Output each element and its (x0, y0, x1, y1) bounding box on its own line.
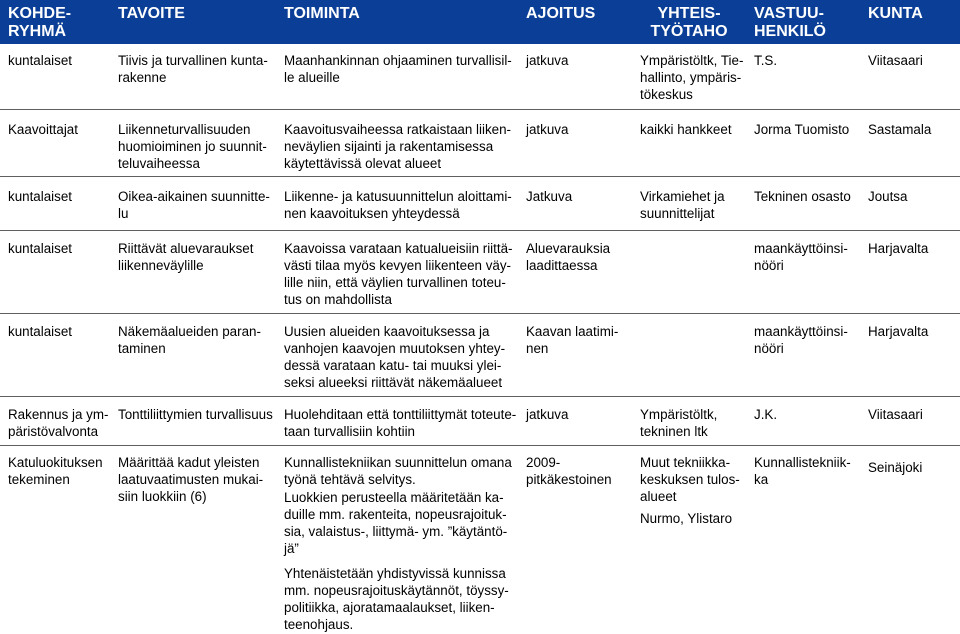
header-kunta: KUNTA (868, 5, 923, 22)
cell-yhteistyotaho: Ympäristöltk, Tie- hallinto, ympäris- tökeskus (640, 53, 744, 102)
cell-kohderyhma: kuntalaiset (8, 53, 73, 68)
cell-kohderyhma: Rakennus ja ym- päristövalvonta (8, 407, 109, 439)
cell-ajoitus: jatkuva (526, 122, 569, 137)
cell-kunta: Harjavalta (868, 241, 929, 256)
cell-ajoitus: 2009- pitkäkestoinen (526, 455, 612, 487)
row-divider (0, 445, 960, 446)
cell-yhteistyotaho: kaikki hankkeet (640, 122, 732, 137)
cell-kunta: Harjavalta (868, 324, 929, 339)
cell-yhteistyotaho: Virkamiehet ja suunnittelijat (640, 189, 725, 221)
cell-kohderyhma: kuntalaiset (8, 241, 73, 256)
cell-vastuuhenkilo: maankäyttöinsi- nööri (754, 241, 848, 273)
cell-toiminta: Kaavoitusvaiheessa ratkaistaan liiken- neväylien sijainti ja rakentamisessa käytettävissä olevat alueet (284, 122, 512, 171)
cell-vastuuhenkilo: maankäyttöinsi- nööri (754, 324, 848, 356)
header-yhteistyotaho: YHTEIS- TYÖTAHO (650, 5, 728, 40)
cell-kohderyhma: kuntalaiset (8, 324, 73, 339)
cell-kunta: Sastamala (868, 122, 932, 137)
cell-toiminta: Kunnallistekniikan suunnittelun omana työnä tehtävä selvitys. (284, 455, 512, 487)
cell-kohderyhma: Kaavoittajat (8, 122, 78, 137)
cell-toiminta: Kaavoissa varataan katualueisiin riittä- västi tilaa myös kevyen liikenteen väy- lille niin, että väylien turvallinen toteu- tus on mahdollista (284, 241, 513, 307)
row-divider (0, 176, 960, 177)
cell-vastuuhenkilo: J.K. (754, 407, 778, 422)
row-divider (0, 109, 960, 110)
cell-tavoite: Määrittää kadut yleisten laatuvaatimusten mukai- siin luokkiin (6) (118, 455, 264, 504)
cell-tavoite: Tonttiliittymien turvallisuus (118, 407, 273, 422)
cell-toiminta: Uusien alueiden kaavoituksessa ja vanhojen kaavojen muutoksen yhtey- dessä varataan katu- tai muuksi ylei- seksi alueeksi riittävät näkemäalueet (284, 324, 506, 390)
cell-yhteistyotaho: Muut tekniikka- keskuksen tulos- alueet (640, 455, 740, 504)
cell-kunta: Viitasaari (868, 407, 923, 422)
cell-kunta: Joutsa (868, 189, 908, 204)
cell-ajoitus: jatkuva (526, 53, 569, 68)
cell-kunta: Seinäjoki (868, 460, 923, 475)
cell-vastuuhenkilo: Tekninen osasto (754, 189, 851, 204)
cell-kunta: Viitasaari (868, 53, 923, 68)
header-kohderyhma: KOHDE- RYHMÄ (8, 5, 72, 40)
header-vastuuhenkilo: VASTUU- HENKILÖ (754, 5, 826, 40)
cell-vastuuhenkilo: T.S. (754, 53, 778, 68)
cell-yhteistyotaho: Ympäristöltk, tekninen ltk (640, 407, 718, 439)
header-toiminta: TOIMINTA (284, 5, 360, 22)
cell-ajoitus: Aluevarauksia laadittaessa (526, 241, 611, 273)
cell-yhteistyotaho-line-2: Nurmo, Ylistaro (640, 511, 733, 526)
row-divider (0, 313, 960, 314)
cell-tavoite: Liikenneturvallisuuden huomioiminen jo suunnit- teluvaiheessa (118, 122, 267, 171)
row-divider (0, 396, 960, 397)
header-tavoite: TAVOITE (118, 5, 185, 22)
cell-vastuuhenkilo: Kunnallistekniik- ka (754, 455, 851, 487)
cell-tavoite: Oikea-aikainen suunnitte- lu (118, 189, 270, 221)
cell-kohderyhma: Katuluokituksen tekeminen (8, 455, 103, 487)
cell-ajoitus: Kaavan laatimi- nen (526, 324, 619, 356)
cell-toiminta-paragraph-3: Yhtenäistetään yhdistyvissä kunnissa mm. nopeusrajoituskäytännöt, töyssy- politiikka, ajoratamaalaukset, liiken- teenohjaus. (284, 566, 509, 632)
cell-vastuuhenkilo: Jorma Tuomisto (754, 122, 850, 137)
cell-tavoite: Riittävät aluevaraukset liikenneväylille (118, 241, 254, 273)
cell-tavoite: Tiivis ja turvallinen kunta- rakenne (118, 53, 268, 85)
cell-ajoitus: jatkuva (526, 407, 569, 422)
cell-ajoitus: Jatkuva (526, 189, 573, 204)
cell-toiminta: Huolehditaan että tonttiliittymät toteute- taan turvallisiin kohtiin (284, 407, 517, 439)
cell-tavoite: Näkemäalueiden paran- taminen (118, 324, 261, 356)
cell-kohderyhma: kuntalaiset (8, 189, 73, 204)
row-divider (0, 230, 960, 231)
header-ajoitus: AJOITUS (526, 5, 596, 22)
cell-toiminta-paragraph-2: Luokkien perusteella määritetään ka- duille mm. rakenteita, nopeusrajoituk- sia, valaistus-, liittymä- ym. ”käytäntö- jä” (284, 490, 508, 556)
table-header (0, 0, 960, 44)
cell-toiminta: Maanhankinnan ohjaaminen turvallisil- le alueille (284, 53, 512, 85)
cell-toiminta: Liikenne- ja katusuunnittelun aloittami- nen kaavoituksen yhteydessä (284, 189, 512, 221)
